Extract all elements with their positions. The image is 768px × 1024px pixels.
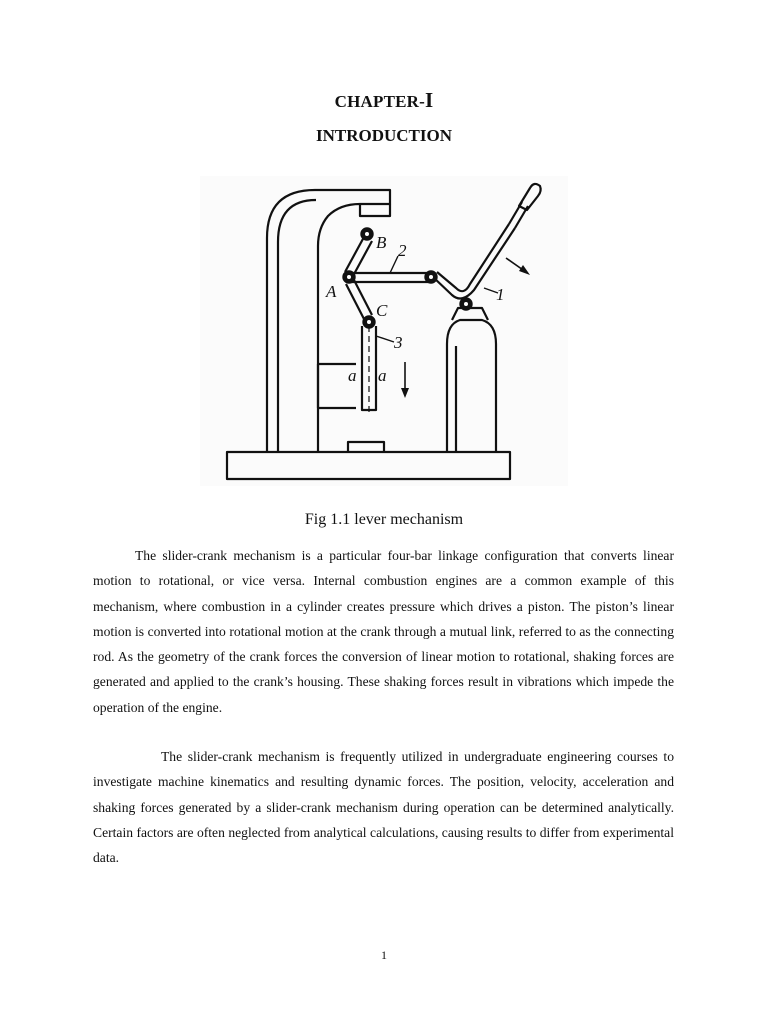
pedestal: [447, 320, 496, 452]
paragraph-2: The slider-crank mechanism is frequently utilized in undergraduate engineering courses to investigate machine kinematics and resulting dynamic forces. The position, velocity, acceleration and shaking forces generated by a slider-crank mechanism during operation can be determined analytically. Certain factors are often neglected from analytical calculations, causing results to differ from experimental data.: [93, 749, 674, 866]
leader-3: [376, 336, 394, 342]
lever-1-outline: [437, 224, 509, 291]
label-3: 3: [394, 333, 403, 352]
paragraph-1: The slider-crank mechanism is a particular four-bar linkage configuration that converts linear motion to rotational, or vice versa. Internal combustion engines are a common example of this mechanism, where combustion in a cylinder creates pressure which drives a piston. The piston’s linear motion is converted into rotational motion at the crank through a mutual link, referred to as the connecting rod. As the geometry of the crank forces the conversion of linear motion to rotational, shaking forces are generated and applied to the crank’s housing. These shaking forces result in vibrations which impede the operation of the engine.: [93, 548, 674, 715]
handle-grip: [519, 184, 541, 210]
frame-hub: [360, 204, 390, 216]
frame-inner: [278, 200, 316, 452]
link-ab: [345, 237, 372, 276]
frame-bottom-notch: [348, 442, 384, 452]
figure-caption: Fig 1.1 lever mechanism: [304, 511, 464, 528]
label-a-joint: A: [326, 282, 337, 301]
label-a-right: a: [378, 366, 387, 385]
label-1: 1: [496, 285, 505, 304]
link-ac: [346, 280, 372, 319]
chapter-numeral: I: [425, 88, 434, 112]
page-title: INTRODUCTION: [315, 126, 453, 145]
pedestal-top: [452, 308, 488, 320]
label-2: 2: [398, 241, 407, 260]
arrow-lever-head: [519, 265, 530, 275]
base-plate: [227, 452, 510, 479]
label-b: B: [376, 233, 387, 252]
lever-mechanism-drawing: [200, 176, 568, 486]
leader-2: [390, 256, 398, 273]
chapter-heading: [0, 88, 768, 113]
arrow-slider-head: [401, 388, 409, 398]
page-number: 1: [381, 948, 387, 962]
label-c: C: [376, 301, 388, 320]
lever-mechanism-figure: [200, 176, 568, 486]
chapter-prefix: CHAPTER-: [334, 92, 425, 111]
label-a-left: a: [348, 366, 357, 385]
